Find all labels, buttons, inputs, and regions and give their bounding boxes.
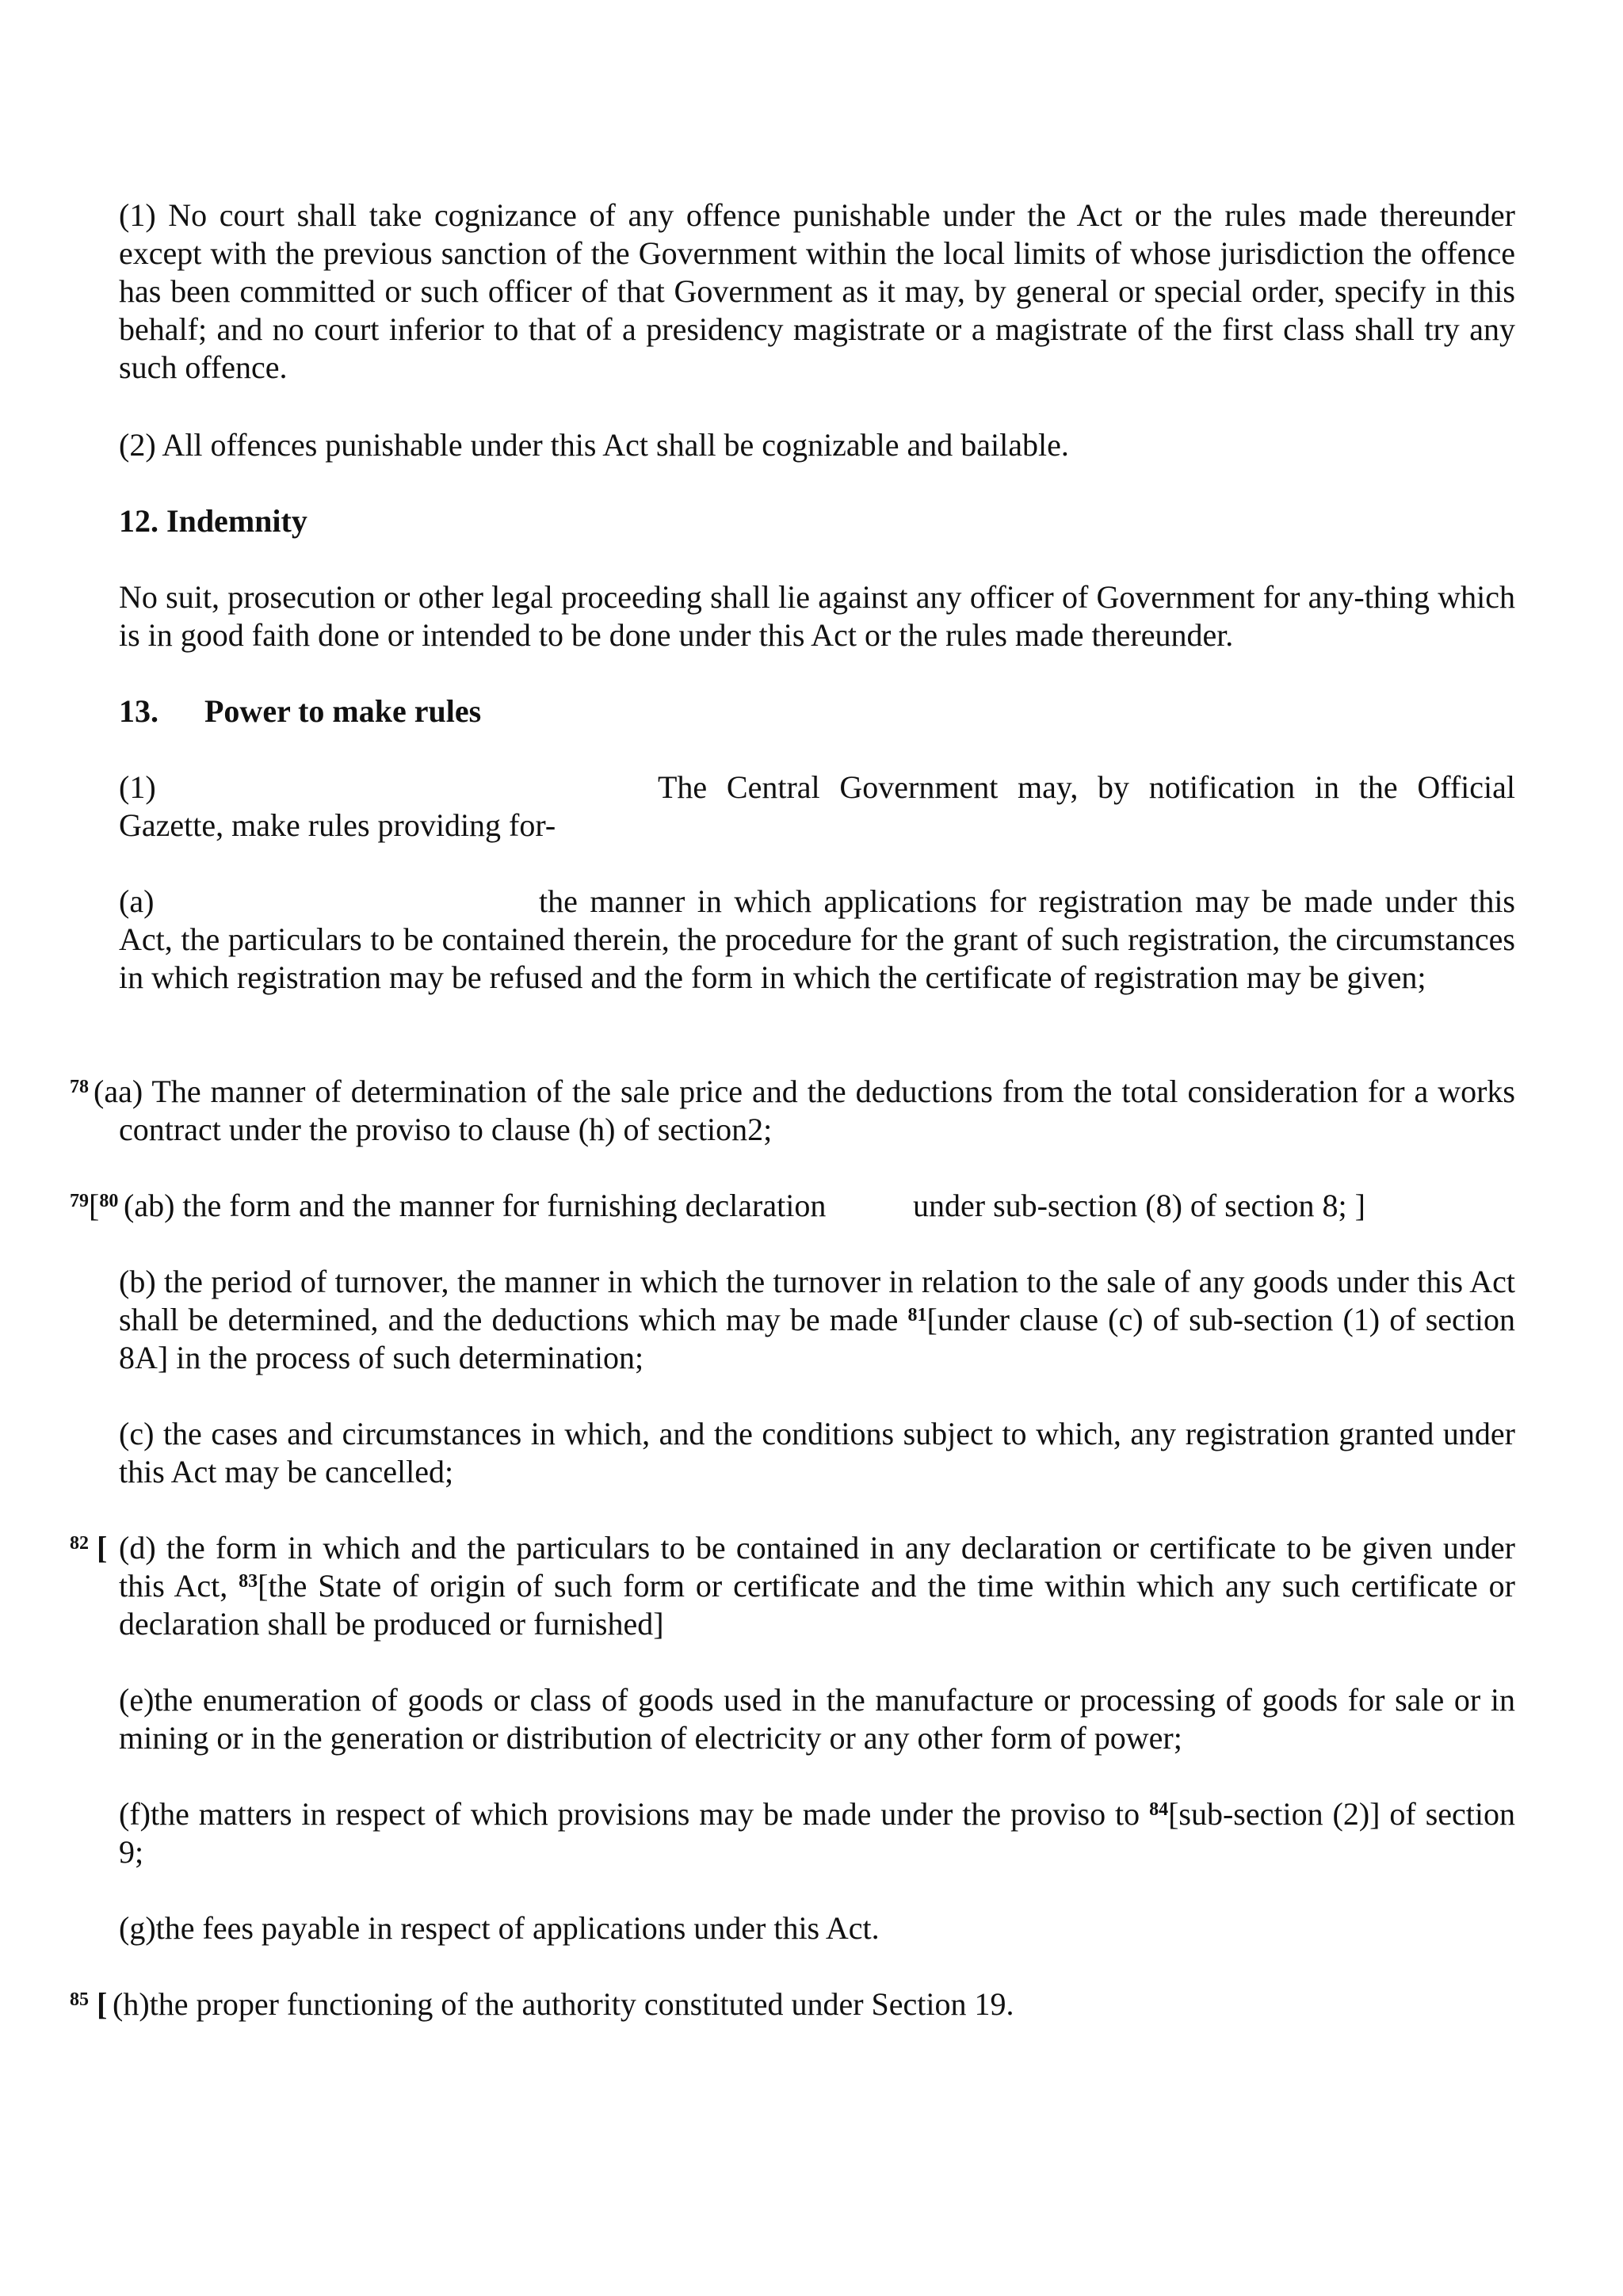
footnote-ref-78: 78 [70,1076,89,1097]
footnote-ref-85: 85 [70,1989,89,2010]
clause-13-d-text-b: [the State of origin of such form or certificate and the time within which any such certificate or declaration shall be produced or furnished] [119,1568,1516,1642]
footnote-ref-80: 80 [99,1190,119,1211]
section-12-text: No suit, prosecution or other legal proceeding shall lie against any officer of Government for any-thing which is in good faith done or intended to be done under this Act or the rules made thereunder. [119,579,1515,653]
footnote-ref-84: 84 [1149,1798,1169,1820]
clause-13-b-text-b: [under clause (c) of sub-section (1) of section 8A] in the process of such determination; [119,1302,1516,1375]
footnote-ref-83: 83 [239,1570,258,1592]
clause-13-h-text: (h)the proper functioning of the authority constituted under Section 19. [113,1986,1014,2022]
clause-13-ab-bracket: [ [89,1188,100,1223]
clause-13-a-text-b: Act, the particulars to be contained therein, the procedure for the grant of such registration, the circumstances in which registration may be refused and the form in which the certificate of registration may be given; [119,921,1515,995]
section-13-heading [119,692,481,730]
footnote-ref-81: 81 [907,1304,927,1325]
clause-13-aa-text: (aa) The manner of determination of the sale price and the deductions from the total consideration for a works contract under the proviso to clause (h) of section2; [94,1074,1515,1147]
footnote-ref-82: 82 [70,1532,89,1554]
clause-13-ab-text-a: (ab) the form and the manner for furnishing declaration [124,1188,827,1223]
subsection-13-1-label: (1) [119,769,156,805]
clause-13-a-text-a: the manner in which applications for registration may be made under this [539,883,1515,919]
clause-13-e: (e)the enumeration of goods or class of goods used in the manufacture or processing of goods for sale or in mining or in the generation or distribution of electricity or any other form of power; [119,1682,1515,1756]
clause-13-d-bracket: [ [97,1530,108,1566]
paragraph-11-1: (1) No court shall take cognizance of any offence punishable under the Act or the rules made thereunder except with the previous sanction of the Government within the local limits of whose jurisdiction the offence has been committed or such officer of that Government as it may, by general or special order, specify in this behalf; and no court inferior to that of a presidency magistrate or a magistrate of the first class shall try any such offence. [119,197,1515,385]
clause-13-d-text [119,1529,1515,1643]
clause-13-g: (g)the fees payable in respect of applications under this Act. [119,1910,880,1946]
section-13-title: Power to make rules [204,693,482,729]
section-12-heading: 12. Indemnity [119,503,307,539]
subsection-13-1-text-a: The Central Government may, by notification in the Official [658,769,1515,805]
clause-13-h-bracket: [ [97,1986,108,2022]
clause-13-d [70,1529,1516,1643]
clause-13-a [119,883,1515,997]
clause-13-f-text-a: (f)the matters in respect of which provisions may be made under the proviso to [119,1796,1140,1832]
clause-13-c: (c) the cases and circumstances in which, and the conditions subject to which, any registration granted under this Act may be cancelled; [119,1416,1515,1489]
clause-13-b-text-a: (b) the period of turnover, the manner in which the turnover in relation to the sale of any goods under this Act shall be determined, and the deductions which may be made [119,1264,1515,1337]
subsection-13-1-text-b: Gazette, make rules providing for- [119,807,556,843]
clause-13-ab-text-b: under sub-section (8) of section 8; ] [913,1188,1365,1223]
paragraph-11-2: (2) All offences punishable under this Act shall be cognizable and bailable. [119,427,1069,463]
footnote-ref-79: 79 [70,1190,89,1211]
clause-13-d-text-a: (d) the form in which and the particulars to be contained in any declaration or certificate to be given under this Act, [119,1530,1515,1604]
clause-13-a-label: (a) [119,883,155,919]
subsection-13-1 [119,769,1515,845]
clause-13-f-text-b: [sub-section (2)] of section 9; [119,1796,1515,1870]
section-13-number: 13. [119,693,158,729]
clause-13-b [119,1263,1515,1377]
clause-13-aa [70,1073,1515,1149]
clause-13-f [119,1795,1515,1871]
